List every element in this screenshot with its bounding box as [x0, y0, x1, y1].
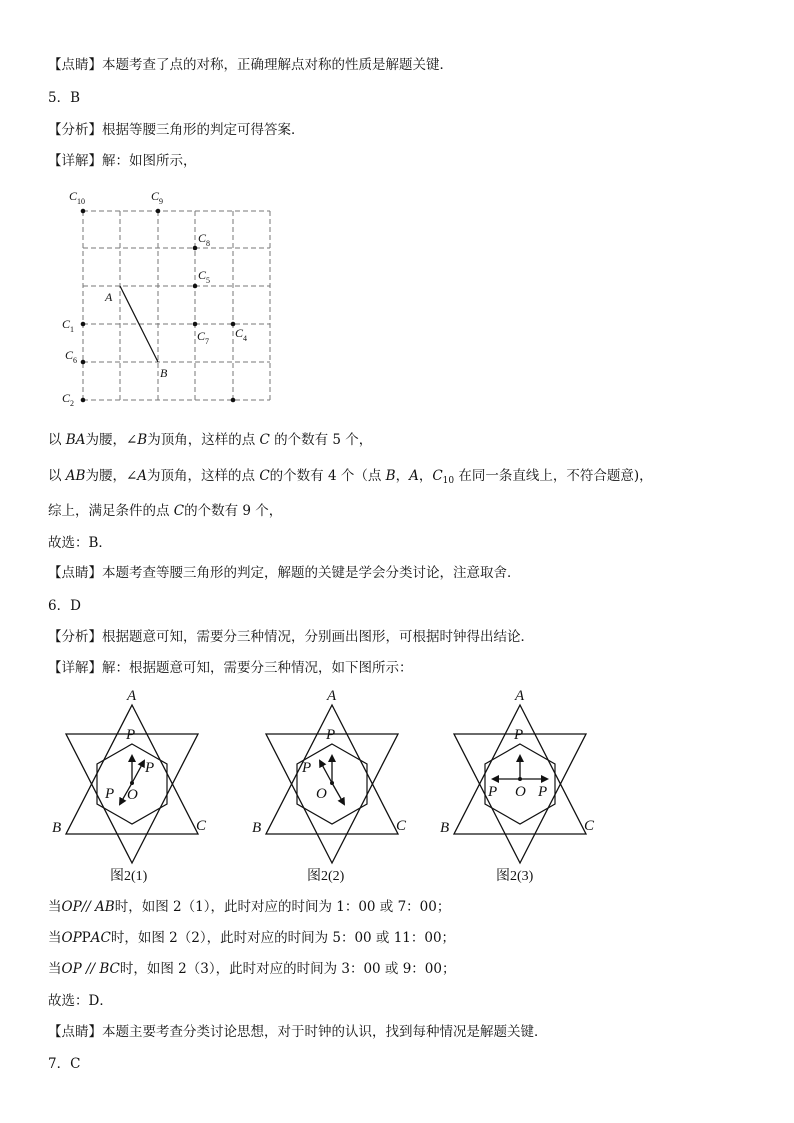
svg-text:A: A [515, 688, 525, 704]
svg-text:B: B [252, 820, 262, 836]
svg-text:C8: $C_8$ [198, 231, 211, 248]
svg-text:B: B [160, 366, 168, 380]
svg-text:P: P [514, 727, 524, 743]
svg-text:C2: $C_2$ [62, 391, 75, 408]
svg-text:B: B [52, 820, 62, 836]
svg-text:P: P [145, 760, 155, 776]
svg-text:P: P [488, 784, 498, 800]
svg-text:A: A [105, 290, 113, 304]
svg-text:P: P [538, 784, 548, 800]
q7-answer: 7．C [48, 1056, 81, 1072]
q5-line3: 综上，满足条件的点 C的个数有 9 个， [48, 503, 283, 519]
svg-text:P: P [326, 727, 336, 743]
q6-line2: 当OPPAC时，如图 2（2），此时对应的时间为 5：00 或 11：00； [48, 930, 456, 946]
q5-dianjing: 【点睛】本题考查等腰三角形的判定，解题的关键是学会分类讨论，注意取舍． [48, 565, 521, 581]
svg-text:C1: $C_1$ [62, 317, 75, 334]
q5-answer: 5．B [48, 90, 81, 106]
svg-text:C5: $C_5$ [198, 268, 211, 285]
svg-text:C: C [196, 818, 207, 834]
svg-text:O: O [127, 787, 138, 803]
q5-fenxi: 【分析】根据等腰三角形的判定可得答案． [48, 122, 305, 138]
q6-line1: 当OP// AB时，如图 2（1），此时对应的时间为 1：00 或 7：00； [48, 899, 451, 915]
svg-text:C: C [396, 818, 407, 834]
q6-answer: 6．D [48, 598, 81, 614]
svg-text:C9: $C_9$ [151, 189, 164, 206]
star-figures [0, 684, 794, 889]
svg-text:C10: $C_{10}$ [69, 189, 86, 206]
svg-text:C7: $C_7$ [197, 329, 210, 346]
fig-caption-2: 图2(2) [307, 869, 345, 884]
star-figure-2 [252, 688, 407, 863]
grid-figure [56, 180, 286, 415]
q5-line1: 以 BA为腰，∠B为顶角，这样的点 C 的个数有 5 个， [48, 432, 373, 448]
q6-guxuan: 故选：D． [48, 993, 113, 1009]
fig-caption-1: 图2(1) [110, 869, 148, 884]
svg-text:C: C [584, 818, 595, 834]
svg-text:P: P [126, 727, 136, 743]
q5-line2: 以 AB为腰，∠A为顶角，这样的点 C的个数有 4 个（点 B，A，$C_{10}$ 在同一条直线上，不符合题意)， [48, 468, 653, 486]
svg-text:C6: $C_6$ [65, 348, 78, 365]
star-figure-3 [440, 688, 595, 863]
svg-text:O: O [515, 784, 526, 800]
q5-xiangjie: 【详解】解：如图所示， [48, 153, 197, 169]
star-figure-1 [52, 688, 207, 863]
svg-text:P: P [105, 786, 115, 802]
svg-text:B: B [440, 820, 450, 836]
q6-dianjing: 【点睛】本题主要考查分类讨论思想，对于时钟的认识，找到每种情况是解题关键． [48, 1024, 548, 1040]
fig-caption-3: 图2(3) [496, 869, 534, 884]
svg-text:A: A [127, 688, 137, 704]
svg-text:O: O [316, 786, 327, 802]
q6-fenxi: 【分析】根据题意可知，需要分三种情况，分别画出图形，可根据时钟得出结论． [48, 629, 534, 645]
q5-guxuan: 故选：B． [48, 535, 112, 551]
svg-text:C4: $C_4$ [235, 326, 248, 343]
q6-xiangjie: 【详解】解：根据题意可知，需要分三种情况，如下图所示： [48, 660, 413, 676]
svg-text:A: A [327, 688, 337, 704]
svg-text:P: P [302, 760, 312, 776]
q6-line3: 当OP // BC时，如图 2（3），此时对应的时间为 3：00 或 9：00； [48, 961, 456, 977]
q4-dianjing: 【点睛】本题考查了点的对称，正确理解点对称的性质是解题关键． [48, 57, 453, 73]
